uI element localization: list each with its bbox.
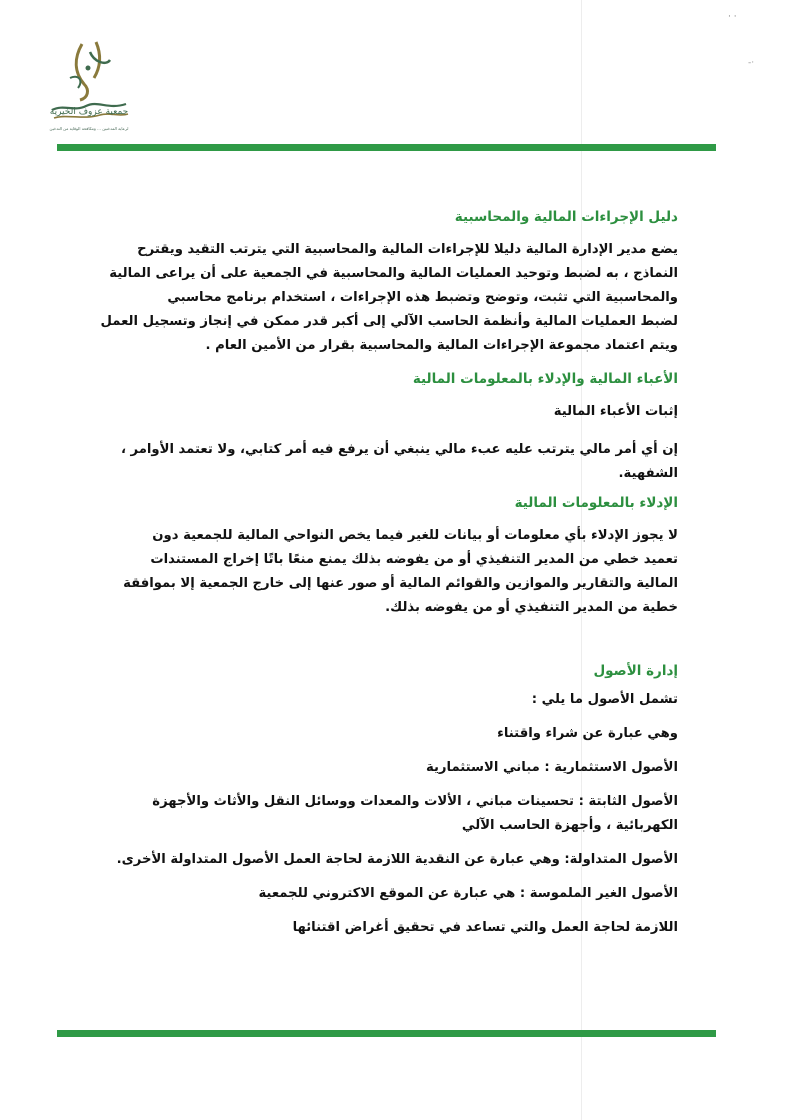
section-heading-burdens: الأعباء المالية والإدلاء بالمعلومات المالية xyxy=(412,371,678,387)
assets-investment-line: الأصول الاستثمارية : مباني الاستثمارية xyxy=(425,760,678,775)
document-body xyxy=(66,206,678,940)
paragraph-line: يضع مدير الإدارة المالية دليلا للإجراءات المالية والمحاسبية التي يترتب التقيد ويقترح xyxy=(137,242,678,257)
assets-necessary-line: اللازمة لحاجة العمل والتي تساعد في تحقيق أغراض اقتنائها xyxy=(292,920,678,935)
section-heading-financial-guide: دليل الإجراءات المالية والمحاسبية xyxy=(454,209,678,225)
organization-logo xyxy=(44,38,134,134)
subheading-burdens-proof: إثبات الأعباء المالية xyxy=(553,404,678,419)
paragraph-line: لضبط العمليات المالية وأنظمة الحاسب الآلي إلى أكبر قدر ممكن في إنجاز وتسجيل العمل xyxy=(100,314,678,329)
financial-guide-paragraph xyxy=(66,238,678,358)
scan-specks: -· xyxy=(748,58,755,68)
section-heading-disclosure: الإدلاء بالمعلومات المالية xyxy=(514,495,678,511)
paragraph-line: النماذج ، به لضبط وتوحيد العمليات المالية والمحاسبية في الجمعية على أن يراعى المالية xyxy=(109,266,678,281)
footer-divider-bar xyxy=(57,1030,716,1037)
assets-purchase-line: وهي عبارة عن شراء واقتناء xyxy=(497,726,678,741)
paragraph-line: الكهربائية ، وأجهزة الحاسب الآلي xyxy=(461,818,678,833)
assets-fixed-paragraph xyxy=(66,790,678,838)
paragraph-line: الشفهية. xyxy=(618,466,678,481)
logo-name-text: جمعية عزوف الخيرية xyxy=(49,107,129,117)
header-divider-bar xyxy=(57,144,716,151)
paragraph-line: تعميد خطي من المدير التنفيذي أو من يفوضه بذلك يمنع منعًا باتًا إخراج المستندات xyxy=(150,552,678,567)
assets-intro: تشمل الأصول ما يلي : xyxy=(531,692,678,707)
burdens-paragraph xyxy=(66,438,678,486)
logo-emblem-icon xyxy=(44,38,134,126)
paragraph-line: ويتم اعتماد مجموعة الإجراءات المالية والمحاسبية بقرار من الأمين العام . xyxy=(205,338,678,353)
disclosure-paragraph xyxy=(66,524,678,620)
assets-intangible-line: الأصول الغير الملموسة : هي عبارة عن الموقع الاكتروني للجمعية xyxy=(258,886,678,901)
paragraph-line: الأصول الثابتة : تحسينات مباني ، الألات والمعدات ووسائل النقل والأثاث والأجهزة xyxy=(152,794,678,809)
paragraph-line: المالية والتقارير والموازين والقوائم المالية أو صور عنها إلى خارج الجمعية إلا بموافقة xyxy=(123,576,678,591)
paragraph-line: لا يجوز الإدلاء بأي معلومات أو بيانات للغير فيما يخص النواحي المالية للجمعية دون xyxy=(152,528,678,543)
assets-current-line: الأصول المتداولة: وهي عبارة عن النقدية اللازمة لحاجة العمل الأصول المتداولة الأخرى. xyxy=(116,852,678,867)
paragraph-line: والمحاسبية التي تثبت، وتوضح وتضبط هذه الإجراءات ، استخدام برنامج محاسبي xyxy=(167,290,678,305)
scan-specks: · · xyxy=(728,12,737,22)
paragraph-line: إن أي أمر مالي يترتب عليه عبء مالي ينبغي أن يرفع فيه أمر كتابي، ولا تعتمد الأوامر ، xyxy=(120,442,678,457)
logo-tagline: لرعاية المدخنين ... ومكافحة الوقاية من التدخين xyxy=(49,126,129,131)
section-heading-assets: إدارة الأصول xyxy=(593,663,678,679)
paragraph-line: خطية من المدير التنفيذي أو من يفوضه بذلك. xyxy=(385,600,678,615)
